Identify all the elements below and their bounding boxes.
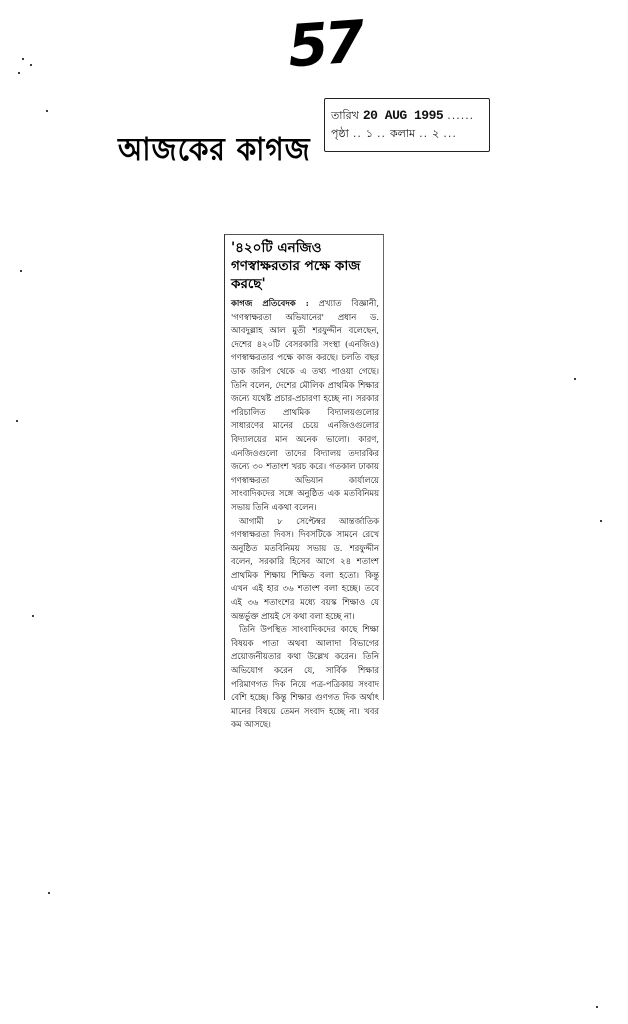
newspaper-masthead: আজকের কাগজ [118,130,311,169]
scan-speck [32,615,34,617]
scan-speck [46,110,48,112]
scan-speck [600,520,602,522]
stamp-page-row [331,125,483,143]
stamp-date-label: তারিখ [331,109,359,122]
stamp-column-value: ২ [432,127,440,140]
scan-speck [16,420,18,422]
scan-speck [596,1006,598,1008]
handwritten-page-number: 57 [285,7,364,81]
scan-speck [30,64,32,66]
scan-speck [22,58,24,60]
stamp-dots: .. [419,127,429,140]
stamp-page-label: পৃষ্ঠা [331,127,349,140]
date-stamp [324,98,490,152]
article-paragraph: তিনি উপস্থিত সাংবাদিকদের কাছে শিক্ষা বিষয়ক পাতা অথবা আলাদা বিভাগের প্রয়োজনীয়তার কথা উল্লেখ করেন। তিনি অভিযোগ করেন যে, সার্বিক শিক্ষার পরিমাণগত দিক নিয়ে পত্র-পত্রিকায় সংবাদ বেশি হচ্ছে। কিন্তু শিক্ষার গুণগত দিক অর্থাৎ মানের বিষয়ে তেমন সংবাদ হচ্ছে না। খবর কম আসছে। [231,624,379,730]
article-paragraph: আগামী ৮ সেপ্টেম্বর আন্তর্জাতিক গণস্বাক্ষরতা দিবস। দিবসটিকে সামনে রেখে অনুষ্ঠিত মতবিনিময় সভায় ড. শরফুদ্দীন বলেন, সরকারি হিসেব আগে ২৪ শতাংশ প্রাথমিক শিক্ষায় শিক্ষিত বলা হতো। কিন্তু এখন এই হার ৩৬ শতাংশ বলা হচ্ছে। তবে এই ৩৬ শতাংশের মধ্যে বয়স্ক শিক্ষাও যে অন্তর্ভুক্ত প্রায়ই সে কথা বলা হচ্ছে না। [231,515,379,621]
stamp-date-value: 20 AUG 1995 [362,108,444,123]
article-paragraph-text: প্রখ্যাত বিজ্ঞানী, 'গণস্বাক্ষরতা অভিযানের' প্রধান ড. আবদুল্লাহ আল মুতী শরফুদ্দীন বলেছেন, দেশের ৪২০টি বেসরকারি সংস্থা (এনজিও) গণস্বাক্ষরতার পক্ষে কাজ করছে। চলতি বছর ডাক জরিপ থেকে এ তথ্য পাওয়া গেছে। তিনি বলেন, দেশের মৌলিক প্রাথমিক শিক্ষার জন্যে যথেষ্ট প্রচার-প্রচারণা হচ্ছে না। সরকার পরিচালিত প্রাথমিক বিদ্যালয়গুলোর সাধারণের মানের চেয়ে এনজিওগুলোর বিদ্যালয়ের মান অনেক ভালো। কারণ, এনজিওগুলো তাদের বিদ্যালয় তদারকির জন্যে ৩০ শতাংশ খরচ করে। গতকাল ঢাকায় গণস্বাক্ষরতা অভিযান কার্যালয়ে সাংবাদিকদের সঙ্গে অনুষ্ঠিত এক মতবিনিময় সভায় তিনি একথা বলেন। [231,298,379,512]
stamp-page-value: ১ [365,127,373,140]
stamp-dots: ... [443,127,457,140]
newspaper-clipping [224,234,384,730]
stamp-date-row [331,107,483,125]
scan-speck [18,72,20,74]
scan-speck [20,270,22,272]
article-paragraph [231,297,379,515]
stamp-dots: ...... [447,109,475,122]
scan-speck [48,892,50,894]
scan-speck [574,378,576,380]
article-byline: কাগজ প্রতিবেদক : [231,298,309,308]
stamp-dots: .. [376,127,386,140]
article-headline: '৪২০টি এনজিও গণস্বাক্ষরতার পক্ষে কাজ করছে' [231,240,361,292]
stamp-dots: .. [352,127,362,140]
stamp-column-label: কলাম [389,127,416,140]
